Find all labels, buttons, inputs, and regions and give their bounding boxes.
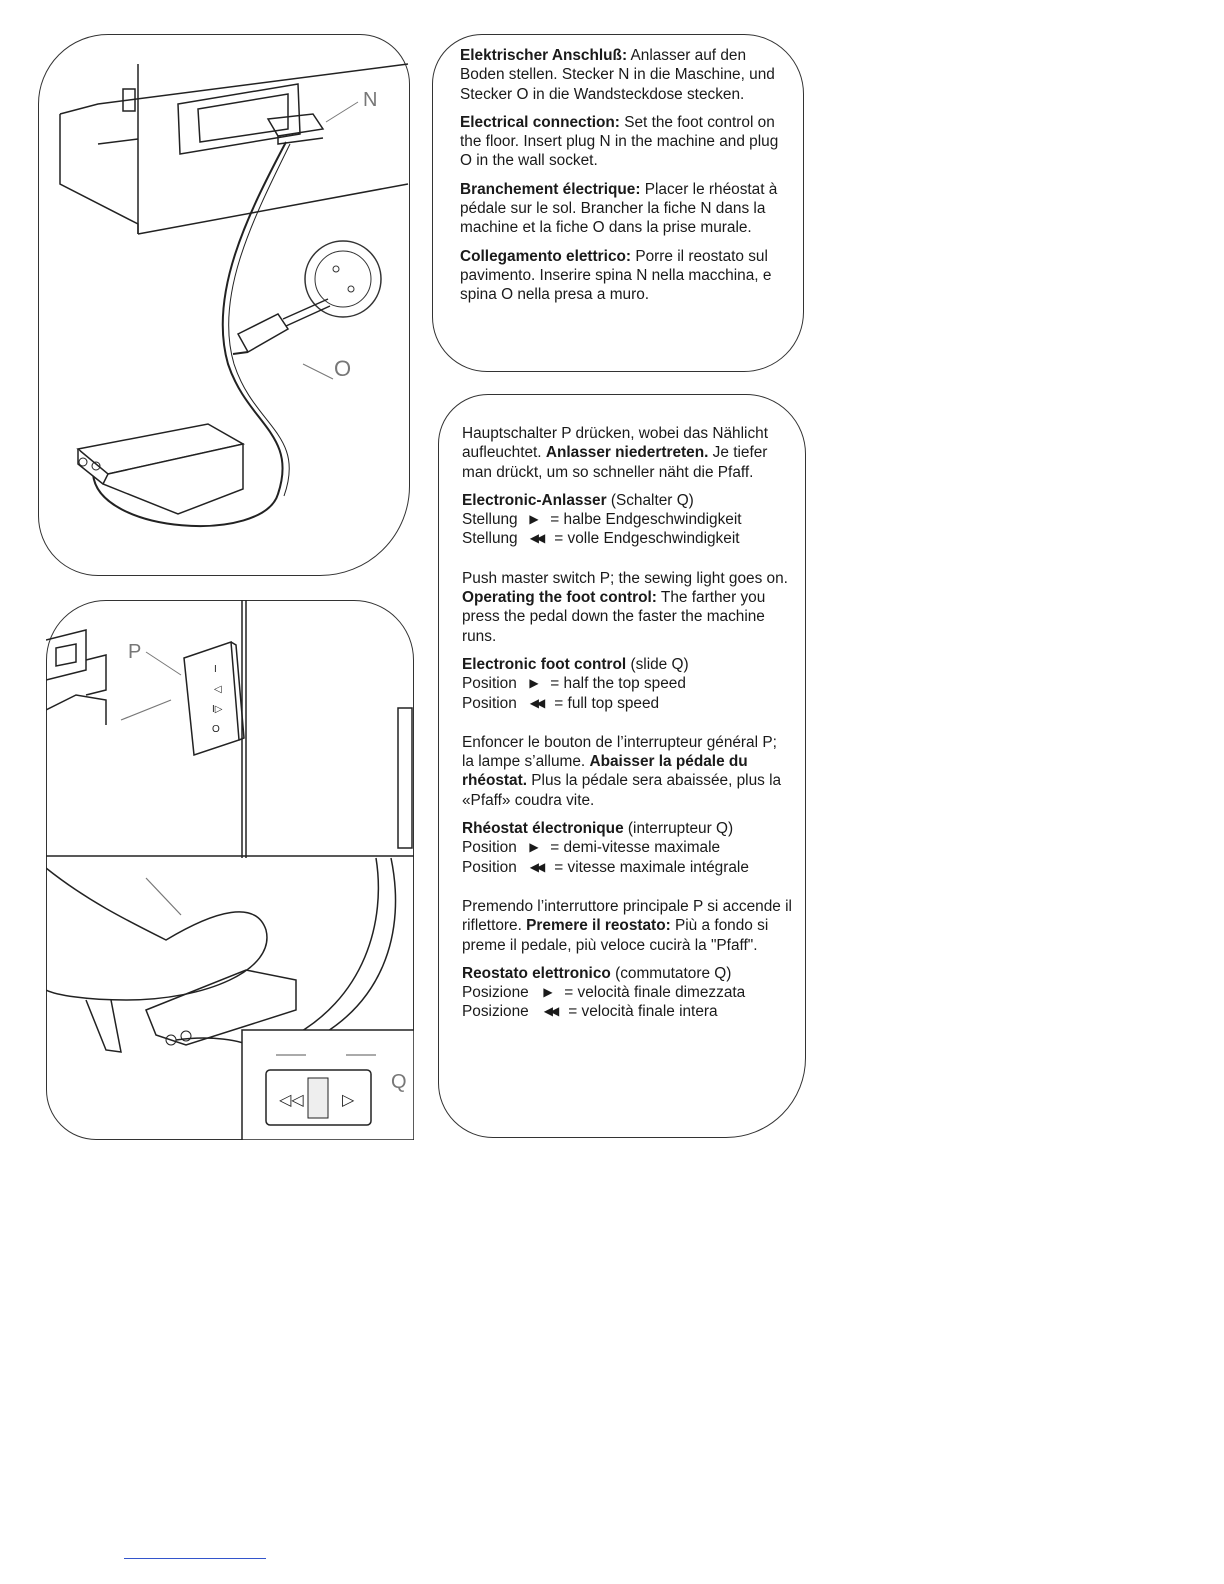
it-control-title: Reostato elettronico (commutatore Q) — [462, 964, 732, 982]
fr-full-row: Position ◀◀ = vitesse maximale intégrale — [462, 858, 749, 876]
de-intro: Hauptschalter P drücken, wobei das Nählicht aufleuchtet. Anlasser niedertreten. Je tiefer man drückt, um so schneller näht die Pfaff. — [462, 425, 768, 481]
page-footer-rule — [124, 1558, 266, 1559]
it-control — [462, 964, 792, 1022]
en-intro: Push master switch P; the sewing light goes on. Operating the foot control: The farther you press the pedal down the faster the machine runs. — [462, 569, 788, 645]
de-half-row: Stellung ▶ = halbe Endgeschwindigkeit — [462, 511, 742, 529]
svg-text:◁◁: ◁◁ — [279, 1092, 304, 1109]
body-de: Anlasser auf den Boden stellen. Stecker N in die Maschine, und Stecker O in die Wandsteckdose stecken. — [460, 47, 775, 103]
section-en — [460, 113, 785, 171]
electrical-connection-text — [460, 46, 785, 314]
it-half-row: Posizione ▶ = velocità finale dimezzata — [462, 984, 746, 1002]
fr-control — [462, 819, 792, 877]
it-full-row: Posizione ◀◀ = velocità finale intera — [462, 1003, 718, 1021]
en-control-title: Electronic foot control (slide Q) — [462, 655, 689, 673]
half-speed-icon: ▶ — [529, 676, 539, 691]
body-it: Porre il reostato sul pavimento. Inserire spina N nella macchina, e spina O nella presa a muro. — [460, 247, 772, 304]
label-Q: Q — [391, 1071, 407, 1093]
de-control-title: Electronic-Anlasser (Schalter Q) — [462, 491, 694, 509]
fr-half-row: Position ▶ = demi-vitesse maximale — [462, 839, 721, 857]
foot-control-drawing — [46, 600, 414, 1140]
en-full-row: Position ◀◀ = full top speed — [462, 694, 660, 712]
half-speed-icon: ▶ — [543, 985, 553, 1000]
label-O: O — [334, 356, 352, 381]
full-speed-icon: ◀◀ — [529, 531, 543, 546]
en-half-row: Position ▶ = half the top speed — [462, 675, 686, 693]
it-intro: Premendo l’interruttore principale P si accende il riflettore. Premere il reostato: Più a fondo si preme il pedale, più veloce cucirà la "Pfaff". — [462, 897, 792, 954]
svg-text:◁: ◁ — [214, 684, 222, 695]
full-speed-icon: ◀◀ — [543, 1004, 557, 1019]
foot-control-text — [462, 424, 792, 1031]
half-speed-icon: ▶ — [529, 840, 539, 855]
body-en: Set the foot control on the floor. Insert plug N in the machine and plug O in the wall socket. — [460, 113, 779, 170]
full-speed-icon: ◀◀ — [529, 859, 543, 874]
body-fr: Placer le rhéostat à pédale sur le sol. Brancher la fiche N dans la machine et la fiche O dans la prise murale. — [460, 180, 778, 237]
svg-text:O: O — [212, 724, 220, 735]
label-P: P — [128, 641, 142, 663]
de-full-row: Stellung ◀◀ = volle Endgeschwindigkeit — [462, 530, 740, 548]
svg-text:I: I — [214, 664, 217, 675]
fr-control-title: Rhéostat électronique (interrupteur Q) — [462, 820, 734, 838]
en-control — [462, 655, 792, 713]
full-speed-icon: ◀◀ — [529, 695, 543, 710]
fr-intro: Enfoncer le bouton de l’interrupteur général P; la lampe s’allume. Abaisser la pédale du rhéostat. Plus la pédale sera abaissée, plus la «Pfaff» coudra vite. — [462, 733, 782, 809]
section-it — [460, 247, 785, 305]
svg-text:▷: ▷ — [342, 1092, 355, 1109]
label-N: N — [363, 89, 378, 111]
de-control — [462, 491, 792, 549]
heading-it: Collegamento elettrico: — [460, 247, 632, 265]
electrical-connection-drawing — [38, 34, 410, 576]
section-fr — [460, 180, 785, 238]
half-speed-icon: ▶ — [529, 512, 539, 527]
heading-fr: Branchement électrique: — [460, 180, 641, 198]
heading-de: Elektrischer Anschluß: — [460, 47, 628, 64]
svg-text:I▷: I▷ — [212, 704, 223, 715]
heading-en: Electrical connection: — [460, 113, 620, 131]
section-de — [460, 46, 785, 104]
